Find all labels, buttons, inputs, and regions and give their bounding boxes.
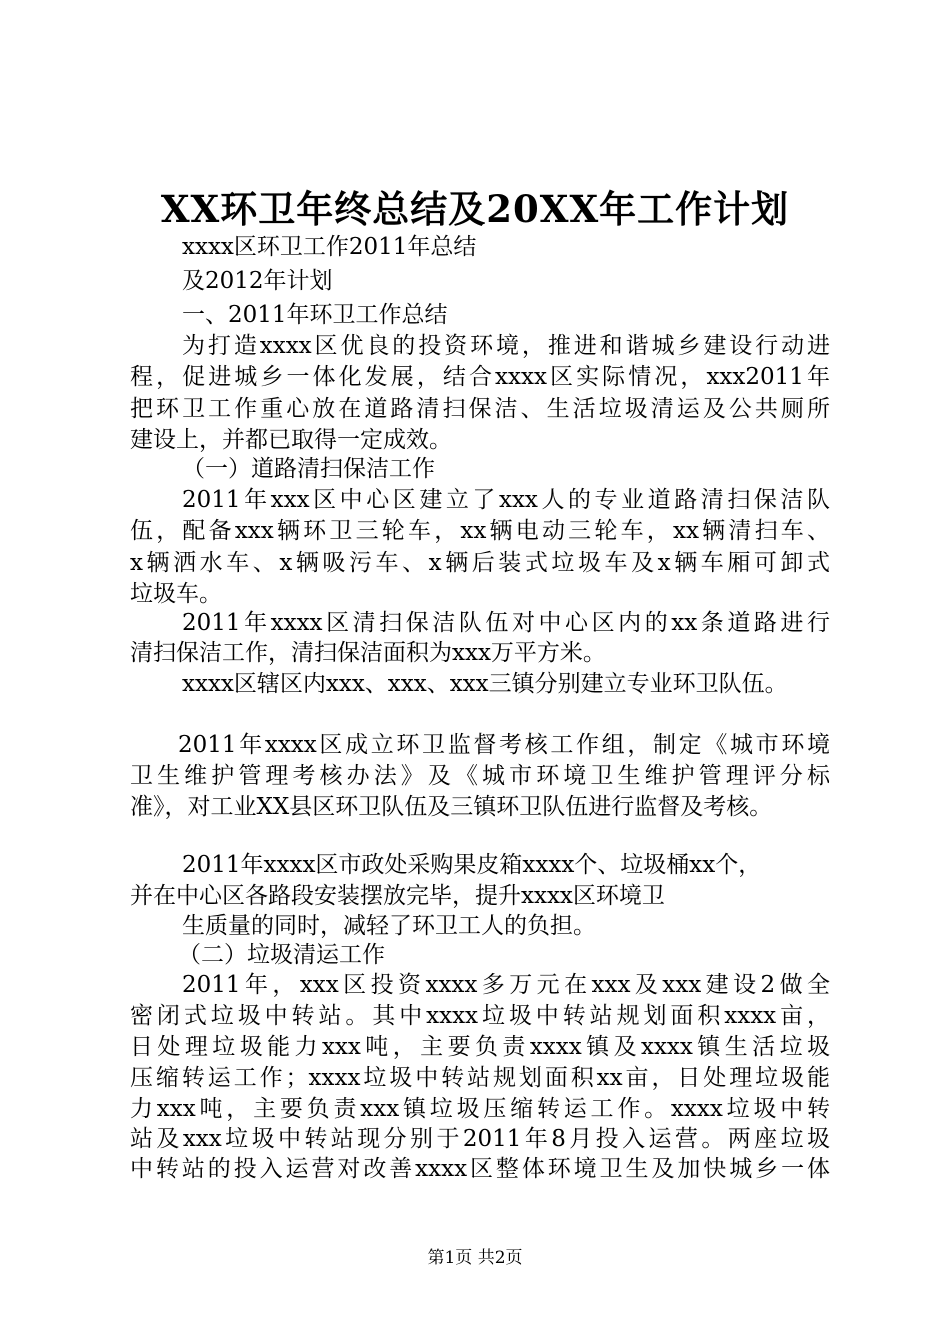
paragraph-line: 为打造xxxx区优良的投资环境，推进和谐城乡建设行动进 — [182, 333, 830, 359]
document-title: XX环卫年终总结及20XX年工作计划 — [160, 187, 790, 231]
paragraph-line: 2011年xxxx区清扫保洁队伍对中心区内的xx条道路进行 — [182, 610, 830, 636]
subtitle-line-1: xxxx区环卫工作2011年总结 — [182, 234, 477, 260]
paragraph-line: 日处理垃圾能力xxx吨，主要负责xxxx镇及xxxx镇生活垃圾 — [130, 1034, 830, 1060]
subsection-heading-2: （二）垃圾清运工作 — [178, 942, 385, 968]
paragraph-line: x辆洒水车、x辆吸污车、x辆后装式垃圾车及x辆车厢可卸式 — [130, 550, 830, 576]
paragraph-line: 清扫保洁工作，清扫保洁面积为xxx万平方米。 — [130, 640, 606, 666]
paragraph-line: 压缩转运工作；xxxx垃圾中转站规划面积xx亩，日处理垃圾能 — [130, 1065, 830, 1091]
subtitle-line-2: 及2012年计划 — [182, 268, 333, 294]
subsection-heading-1: （一）道路清扫保洁工作 — [182, 456, 435, 482]
paragraph-line: 2011年xxxx区市政处采购果皮箱xxxx个、垃圾桶xx个， — [182, 852, 762, 878]
paragraph-line: 准》，对工业XX县区环卫队伍及三镇环卫队伍进行监督及考核。 — [130, 794, 773, 820]
paragraph-line: 站及xxx垃圾中转站现分别于2011年8月投入运营。两座垃圾 — [130, 1126, 830, 1152]
paragraph-line: xxxx区辖区内xxx、xxx、xxx三镇分别建立专业环卫队伍。 — [182, 671, 788, 697]
paragraph-line: 密闭式垃圾中转站。其中xxxx垃圾中转站规划面积xxxx亩， — [130, 1003, 830, 1029]
paragraph-line: 并在中心区各路段安装摆放完毕，提升xxxx区环境卫 — [130, 883, 665, 909]
paragraph-line: 2011年，xxx区投资xxxx多万元在xxx及xxx建设2做全 — [182, 972, 830, 998]
page-footer: 第1页 共2页 — [427, 1248, 523, 1268]
section-heading-1: 一、2011年环卫工作总结 — [182, 302, 448, 328]
paragraph-line: 伍，配备xxx辆环卫三轮车，xx辆电动三轮车，xx辆清扫车、 — [130, 518, 830, 544]
paragraph-line: 垃圾车。 — [130, 581, 222, 607]
paragraph-line: 生质量的同时，减轻了环卫工人的负担。 — [182, 913, 596, 939]
paragraph-line: 中转站的投入运营对改善xxxx区整体环境卫生及加快城乡一体 — [130, 1156, 830, 1182]
paragraph-line: 程，促进城乡一体化发展，结合xxxx区实际情况，xxx2011年 — [130, 364, 830, 390]
paragraph-line: 2011年xxx区中心区建立了xxx人的专业道路清扫保洁队 — [182, 487, 830, 513]
paragraph-line: 把环卫工作重心放在道路清扫保洁、生活垃圾清运及公共厕所 — [130, 396, 830, 422]
paragraph-line: 建设上，并都已取得一定成效。 — [130, 427, 452, 453]
paragraph-line: 力xxx吨，主要负责xxx镇垃圾压缩转运工作。xxxx垃圾中转 — [130, 1096, 830, 1122]
paragraph-line: 2011年xxxx区成立环卫监督考核工作组，制定《城市环境 — [178, 732, 830, 758]
paragraph-line: 卫生维护管理考核办法》及《城市环境卫生维护管理评分标 — [130, 763, 830, 789]
